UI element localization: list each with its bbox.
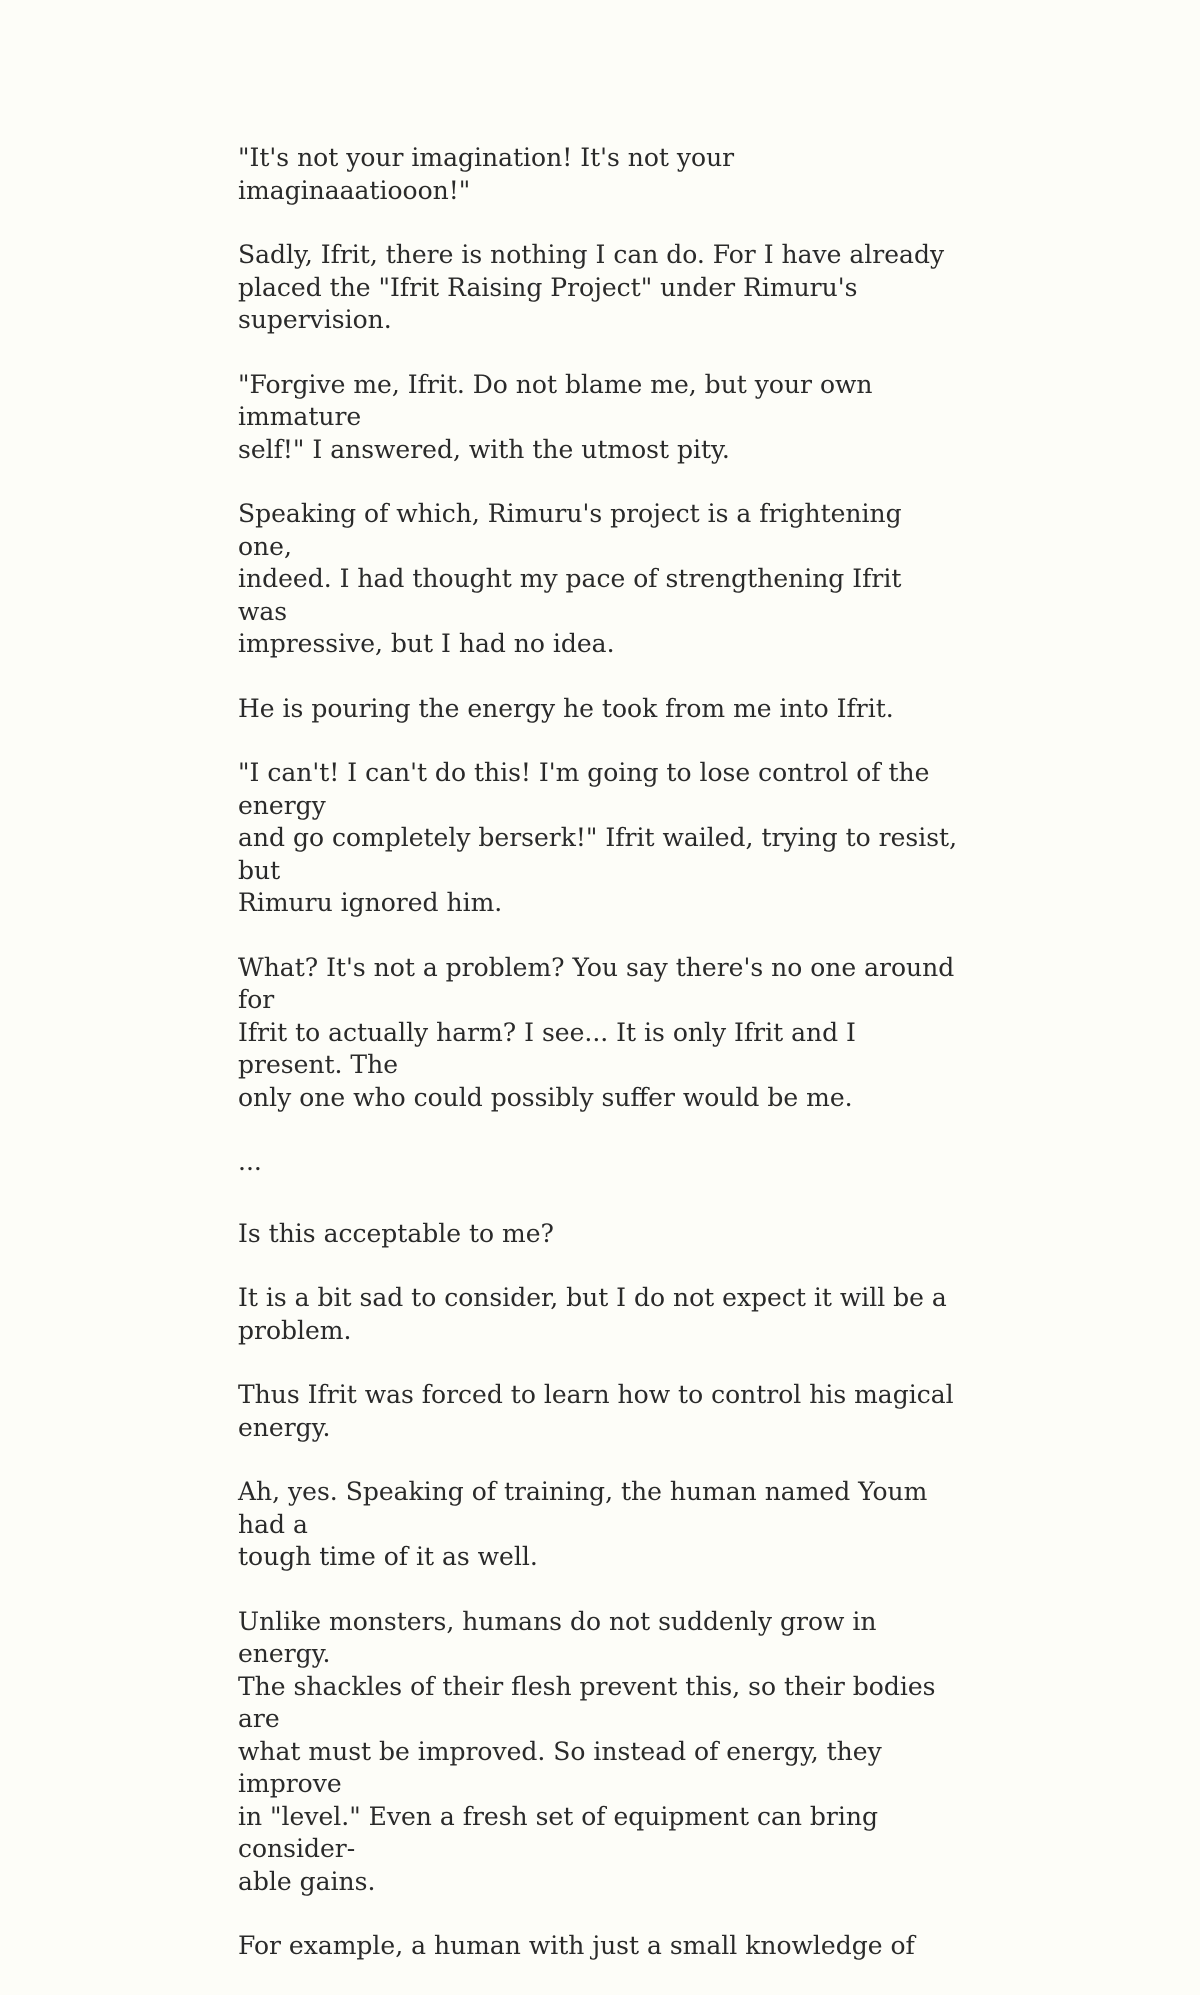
paragraph: It is a bit sad to consider, but I do not expect it will be a problem. xyxy=(238,1283,947,1345)
paragraph: What? It's not a problem? You say there's no one around for Ifrit to actually harm? I see... It is only Ifrit and I present. The only one who could possibly suffer would be me. xyxy=(238,952,955,1112)
paragraph: "I can't! I can't do this! I'm going to lose control of the energy and go completely berserk!" Ifrit wailed, trying to resist, but Rimuru ignored him. xyxy=(238,758,958,917)
paragraph: Is this acceptable to me? xyxy=(238,1218,554,1248)
paragraph: Unlike monsters, humans do not suddenly grow in energy. The shackles of their flesh prevent this, so their bodies are what must be improved. So instead of energy, they improve in "level." Even a fresh set of equipment can bring consider- able gains. xyxy=(238,1606,936,1896)
page-body xyxy=(238,142,958,1995)
paragraph: "Forgive me, Ifrit. Do not blame me, but your own immature self!" I answered, with the utmost pity. xyxy=(238,369,873,464)
paragraph: He is pouring the energy he took from me into Ifrit. xyxy=(238,693,894,723)
paragraph: Thus Ifrit was forced to learn how to control his magical energy. xyxy=(238,1380,954,1442)
paragraph: Speaking of which, Rimuru's project is a frightening one, indeed. I had thought my pace of strengthening Ifrit was impressive, but I had no idea. xyxy=(238,499,902,658)
scene-break-ellipsis: ... xyxy=(238,1147,262,1176)
paragraph: Ah, yes. Speaking of training, the human named Youm had a tough time of it as well. xyxy=(238,1477,928,1571)
paragraph: Sadly, Ifrit, there is nothing I can do. For I have already placed the "Ifrit Raising Project" under Rimuru's supervision. xyxy=(238,240,945,334)
paragraph: "It's not your imagination! It's not your imaginaaatiooon!" xyxy=(238,143,735,205)
paragraph-cut-off: For example, a human with just a small knowledge of xyxy=(238,1931,915,1960)
